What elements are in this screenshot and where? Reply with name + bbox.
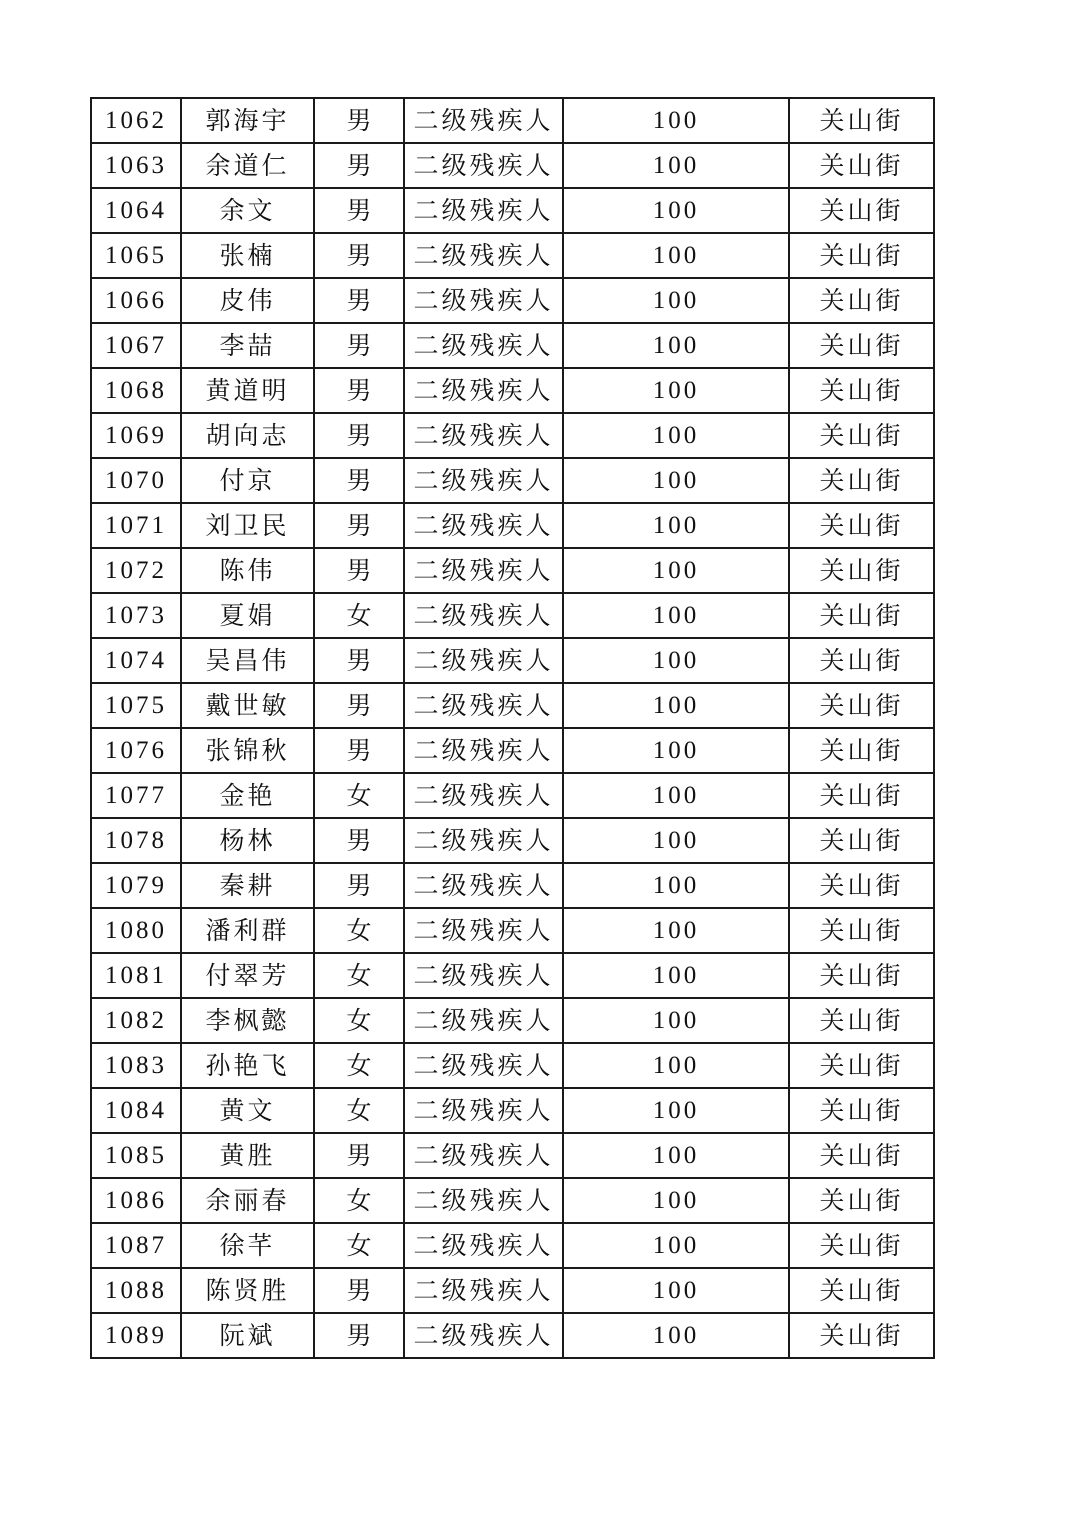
name-cell: 夏娟 xyxy=(181,593,314,638)
row-id-cell: 1063 xyxy=(91,143,181,188)
disability-level-cell: 二级残疾人 xyxy=(404,503,563,548)
gender-cell: 男 xyxy=(314,863,404,908)
amount-cell: 100 xyxy=(563,638,789,683)
disability-level-cell: 二级残疾人 xyxy=(404,1313,563,1358)
street-cell: 关山街 xyxy=(789,458,934,503)
street-cell: 关山街 xyxy=(789,953,934,998)
gender-cell: 男 xyxy=(314,503,404,548)
amount-cell: 100 xyxy=(563,233,789,278)
name-cell: 张楠 xyxy=(181,233,314,278)
street-cell: 关山街 xyxy=(789,503,934,548)
disability-level-cell: 二级残疾人 xyxy=(404,908,563,953)
row-id-cell: 1080 xyxy=(91,908,181,953)
street-cell: 关山街 xyxy=(789,233,934,278)
table-row xyxy=(91,458,934,503)
disability-level-cell: 二级残疾人 xyxy=(404,368,563,413)
row-id-cell: 1078 xyxy=(91,818,181,863)
street-cell: 关山街 xyxy=(789,773,934,818)
street-cell: 关山街 xyxy=(789,1178,934,1223)
gender-cell: 男 xyxy=(314,1133,404,1178)
table-row xyxy=(91,1088,934,1133)
disability-level-cell: 二级残疾人 xyxy=(404,818,563,863)
street-cell: 关山街 xyxy=(789,863,934,908)
disability-level-cell: 二级残疾人 xyxy=(404,638,563,683)
name-cell: 郭海宇 xyxy=(181,98,314,143)
name-cell: 张锦秋 xyxy=(181,728,314,773)
gender-cell: 女 xyxy=(314,593,404,638)
gender-cell: 女 xyxy=(314,953,404,998)
row-id-cell: 1073 xyxy=(91,593,181,638)
disability-level-cell: 二级残疾人 xyxy=(404,413,563,458)
name-cell: 徐芊 xyxy=(181,1223,314,1268)
table-row xyxy=(91,1268,934,1313)
table-row xyxy=(91,953,934,998)
amount-cell: 100 xyxy=(563,1268,789,1313)
amount-cell: 100 xyxy=(563,1088,789,1133)
row-id-cell: 1085 xyxy=(91,1133,181,1178)
gender-cell: 男 xyxy=(314,188,404,233)
street-cell: 关山街 xyxy=(789,683,934,728)
table-row xyxy=(91,1043,934,1088)
name-cell: 杨林 xyxy=(181,818,314,863)
street-cell: 关山街 xyxy=(789,818,934,863)
table-row xyxy=(91,188,934,233)
table-row xyxy=(91,548,934,593)
street-cell: 关山街 xyxy=(789,638,934,683)
disability-level-cell: 二级残疾人 xyxy=(404,98,563,143)
amount-cell: 100 xyxy=(563,458,789,503)
table-row xyxy=(91,1178,934,1223)
amount-cell: 100 xyxy=(563,728,789,773)
disability-level-cell: 二级残疾人 xyxy=(404,233,563,278)
name-cell: 黄道明 xyxy=(181,368,314,413)
row-id-cell: 1065 xyxy=(91,233,181,278)
street-cell: 关山街 xyxy=(789,143,934,188)
disability-level-cell: 二级残疾人 xyxy=(404,773,563,818)
gender-cell: 男 xyxy=(314,1313,404,1358)
street-cell: 关山街 xyxy=(789,1223,934,1268)
table-row xyxy=(91,818,934,863)
gender-cell: 女 xyxy=(314,998,404,1043)
row-id-cell: 1088 xyxy=(91,1268,181,1313)
gender-cell: 男 xyxy=(314,413,404,458)
amount-cell: 100 xyxy=(563,278,789,323)
name-cell: 皮伟 xyxy=(181,278,314,323)
disability-level-cell: 二级残疾人 xyxy=(404,1088,563,1133)
disability-level-cell: 二级残疾人 xyxy=(404,323,563,368)
name-cell: 戴世敏 xyxy=(181,683,314,728)
name-cell: 余丽春 xyxy=(181,1178,314,1223)
table-row xyxy=(91,863,934,908)
amount-cell: 100 xyxy=(563,908,789,953)
gender-cell: 男 xyxy=(314,638,404,683)
gender-cell: 女 xyxy=(314,773,404,818)
name-cell: 陈贤胜 xyxy=(181,1268,314,1313)
roster-table xyxy=(90,97,935,1359)
table-row xyxy=(91,773,934,818)
amount-cell: 100 xyxy=(563,863,789,908)
gender-cell: 男 xyxy=(314,728,404,773)
name-cell: 付翠芳 xyxy=(181,953,314,998)
gender-cell: 女 xyxy=(314,1178,404,1223)
row-id-cell: 1071 xyxy=(91,503,181,548)
street-cell: 关山街 xyxy=(789,593,934,638)
gender-cell: 男 xyxy=(314,233,404,278)
table-row xyxy=(91,413,934,458)
name-cell: 金艳 xyxy=(181,773,314,818)
street-cell: 关山街 xyxy=(789,1043,934,1088)
row-id-cell: 1062 xyxy=(91,98,181,143)
table-row xyxy=(91,728,934,773)
disability-level-cell: 二级残疾人 xyxy=(404,143,563,188)
name-cell: 李喆 xyxy=(181,323,314,368)
table-row xyxy=(91,593,934,638)
row-id-cell: 1083 xyxy=(91,1043,181,1088)
row-id-cell: 1069 xyxy=(91,413,181,458)
disability-level-cell: 二级残疾人 xyxy=(404,1223,563,1268)
street-cell: 关山街 xyxy=(789,908,934,953)
gender-cell: 女 xyxy=(314,908,404,953)
disability-level-cell: 二级残疾人 xyxy=(404,953,563,998)
amount-cell: 100 xyxy=(563,413,789,458)
street-cell: 关山街 xyxy=(789,1133,934,1178)
name-cell: 黄胜 xyxy=(181,1133,314,1178)
table-row xyxy=(91,503,934,548)
table-row xyxy=(91,278,934,323)
gender-cell: 男 xyxy=(314,323,404,368)
street-cell: 关山街 xyxy=(789,188,934,233)
amount-cell: 100 xyxy=(563,323,789,368)
gender-cell: 男 xyxy=(314,818,404,863)
gender-cell: 男 xyxy=(314,683,404,728)
disability-level-cell: 二级残疾人 xyxy=(404,1133,563,1178)
gender-cell: 男 xyxy=(314,368,404,413)
street-cell: 关山街 xyxy=(789,368,934,413)
disability-level-cell: 二级残疾人 xyxy=(404,458,563,503)
row-id-cell: 1067 xyxy=(91,323,181,368)
table-row xyxy=(91,998,934,1043)
row-id-cell: 1068 xyxy=(91,368,181,413)
table-row xyxy=(91,98,934,143)
row-id-cell: 1079 xyxy=(91,863,181,908)
street-cell: 关山街 xyxy=(789,1313,934,1358)
name-cell: 付京 xyxy=(181,458,314,503)
street-cell: 关山街 xyxy=(789,323,934,368)
gender-cell: 女 xyxy=(314,1223,404,1268)
amount-cell: 100 xyxy=(563,773,789,818)
row-id-cell: 1070 xyxy=(91,458,181,503)
table-row xyxy=(91,233,934,278)
street-cell: 关山街 xyxy=(789,278,934,323)
disability-level-cell: 二级残疾人 xyxy=(404,1043,563,1088)
disability-level-cell: 二级残疾人 xyxy=(404,728,563,773)
amount-cell: 100 xyxy=(563,98,789,143)
table-row xyxy=(91,323,934,368)
row-id-cell: 1064 xyxy=(91,188,181,233)
table-row xyxy=(91,368,934,413)
amount-cell: 100 xyxy=(563,1178,789,1223)
name-cell: 阮斌 xyxy=(181,1313,314,1358)
street-cell: 关山街 xyxy=(789,548,934,593)
row-id-cell: 1086 xyxy=(91,1178,181,1223)
street-cell: 关山街 xyxy=(789,728,934,773)
name-cell: 刘卫民 xyxy=(181,503,314,548)
street-cell: 关山街 xyxy=(789,1088,934,1133)
disability-level-cell: 二级残疾人 xyxy=(404,548,563,593)
table-row xyxy=(91,908,934,953)
name-cell: 余文 xyxy=(181,188,314,233)
street-cell: 关山街 xyxy=(789,1268,934,1313)
gender-cell: 男 xyxy=(314,458,404,503)
amount-cell: 100 xyxy=(563,1043,789,1088)
roster-table-body xyxy=(91,98,934,1358)
amount-cell: 100 xyxy=(563,503,789,548)
row-id-cell: 1081 xyxy=(91,953,181,998)
amount-cell: 100 xyxy=(563,593,789,638)
disability-level-cell: 二级残疾人 xyxy=(404,188,563,233)
amount-cell: 100 xyxy=(563,1313,789,1358)
name-cell: 孙艳飞 xyxy=(181,1043,314,1088)
row-id-cell: 1089 xyxy=(91,1313,181,1358)
row-id-cell: 1087 xyxy=(91,1223,181,1268)
row-id-cell: 1066 xyxy=(91,278,181,323)
amount-cell: 100 xyxy=(563,143,789,188)
street-cell: 关山街 xyxy=(789,98,934,143)
disability-level-cell: 二级残疾人 xyxy=(404,863,563,908)
name-cell: 余道仁 xyxy=(181,143,314,188)
disability-level-cell: 二级残疾人 xyxy=(404,1178,563,1223)
amount-cell: 100 xyxy=(563,998,789,1043)
disability-level-cell: 二级残疾人 xyxy=(404,1268,563,1313)
disability-level-cell: 二级残疾人 xyxy=(404,998,563,1043)
table-row xyxy=(91,683,934,728)
disability-level-cell: 二级残疾人 xyxy=(404,278,563,323)
disability-level-cell: 二级残疾人 xyxy=(404,683,563,728)
amount-cell: 100 xyxy=(563,548,789,593)
name-cell: 秦耕 xyxy=(181,863,314,908)
row-id-cell: 1077 xyxy=(91,773,181,818)
amount-cell: 100 xyxy=(563,953,789,998)
table-row xyxy=(91,1313,934,1358)
street-cell: 关山街 xyxy=(789,413,934,458)
amount-cell: 100 xyxy=(563,188,789,233)
gender-cell: 女 xyxy=(314,1043,404,1088)
row-id-cell: 1072 xyxy=(91,548,181,593)
name-cell: 胡向志 xyxy=(181,413,314,458)
gender-cell: 男 xyxy=(314,278,404,323)
disability-level-cell: 二级残疾人 xyxy=(404,593,563,638)
row-id-cell: 1076 xyxy=(91,728,181,773)
amount-cell: 100 xyxy=(563,818,789,863)
amount-cell: 100 xyxy=(563,1133,789,1178)
gender-cell: 男 xyxy=(314,143,404,188)
table-row xyxy=(91,638,934,683)
row-id-cell: 1082 xyxy=(91,998,181,1043)
name-cell: 吴昌伟 xyxy=(181,638,314,683)
name-cell: 黄文 xyxy=(181,1088,314,1133)
name-cell: 陈伟 xyxy=(181,548,314,593)
amount-cell: 100 xyxy=(563,368,789,413)
row-id-cell: 1084 xyxy=(91,1088,181,1133)
gender-cell: 女 xyxy=(314,1088,404,1133)
name-cell: 潘利群 xyxy=(181,908,314,953)
row-id-cell: 1074 xyxy=(91,638,181,683)
table-row xyxy=(91,1223,934,1268)
gender-cell: 男 xyxy=(314,1268,404,1313)
table-row xyxy=(91,143,934,188)
name-cell: 李枫懿 xyxy=(181,998,314,1043)
gender-cell: 男 xyxy=(314,548,404,593)
gender-cell: 男 xyxy=(314,98,404,143)
amount-cell: 100 xyxy=(563,683,789,728)
street-cell: 关山街 xyxy=(789,998,934,1043)
row-id-cell: 1075 xyxy=(91,683,181,728)
amount-cell: 100 xyxy=(563,1223,789,1268)
table-row xyxy=(91,1133,934,1178)
